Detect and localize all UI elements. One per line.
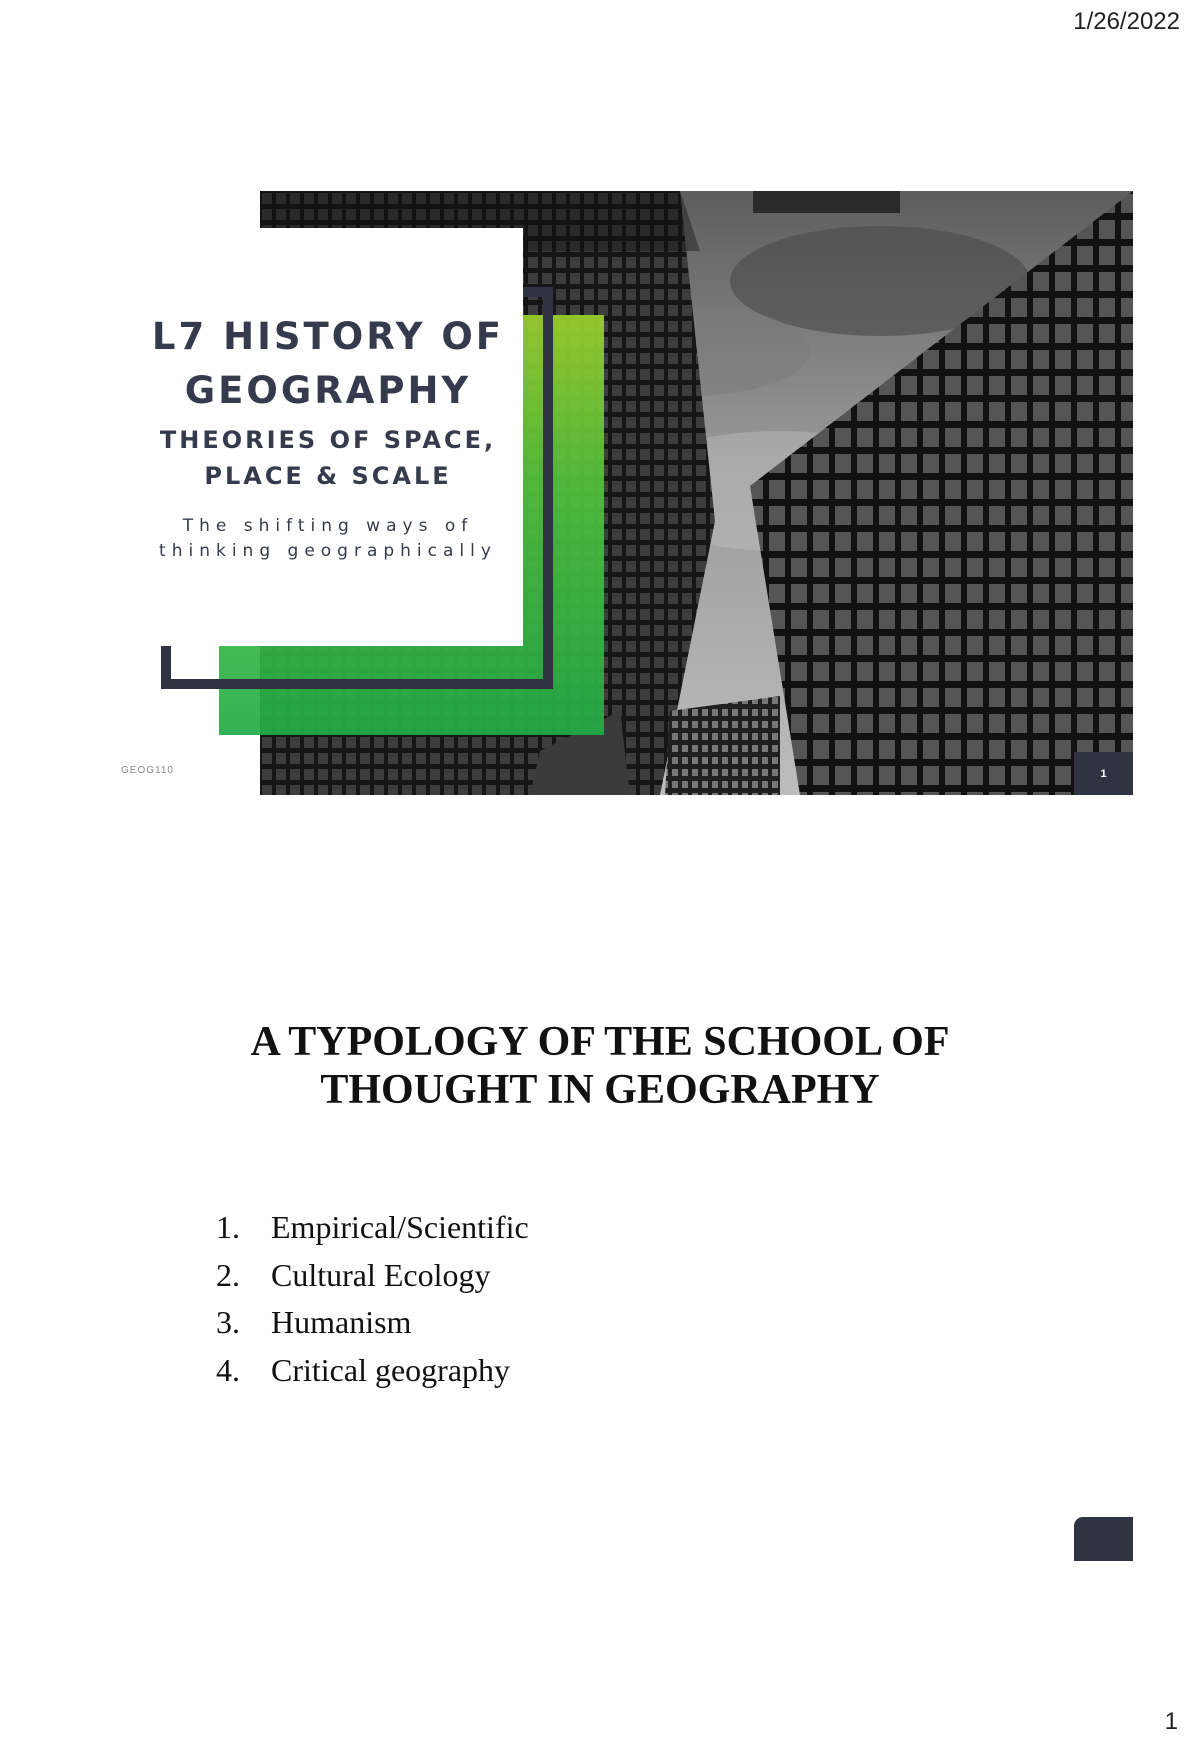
- title-card: [133, 228, 523, 646]
- page-number: 1: [1164, 1708, 1178, 1735]
- slide-title: L7 HISTORY OF GEOGRAPHY: [151, 315, 505, 412]
- slide-number-badge: 1: [1074, 752, 1133, 795]
- list-item: 4. Critical geography: [216, 1351, 511, 1388]
- course-code: GEOG110: [121, 765, 174, 776]
- printout-date: 1/26/2022: [1073, 8, 1180, 35]
- typology-list: [216, 1204, 529, 1394]
- slide-subtitle: THEORIES OF SPACE, PLACE & SCALE: [159, 426, 497, 490]
- slide-tagline: The shifting ways of thinking geographically: [159, 516, 497, 561]
- slide2-title: A TYPOLOGY OF THE SCHOOL OF THOUGHT IN GEOGRAPHY: [250, 1019, 950, 1113]
- slide-number-badge-empty: [1074, 1517, 1133, 1561]
- list-item: 2. Cultural Ecology: [216, 1256, 491, 1293]
- list-item: 3. Humanism: [216, 1304, 412, 1340]
- list-item: 1. Empirical/Scientific: [216, 1209, 529, 1245]
- corner-bracket-bottom: [161, 646, 553, 689]
